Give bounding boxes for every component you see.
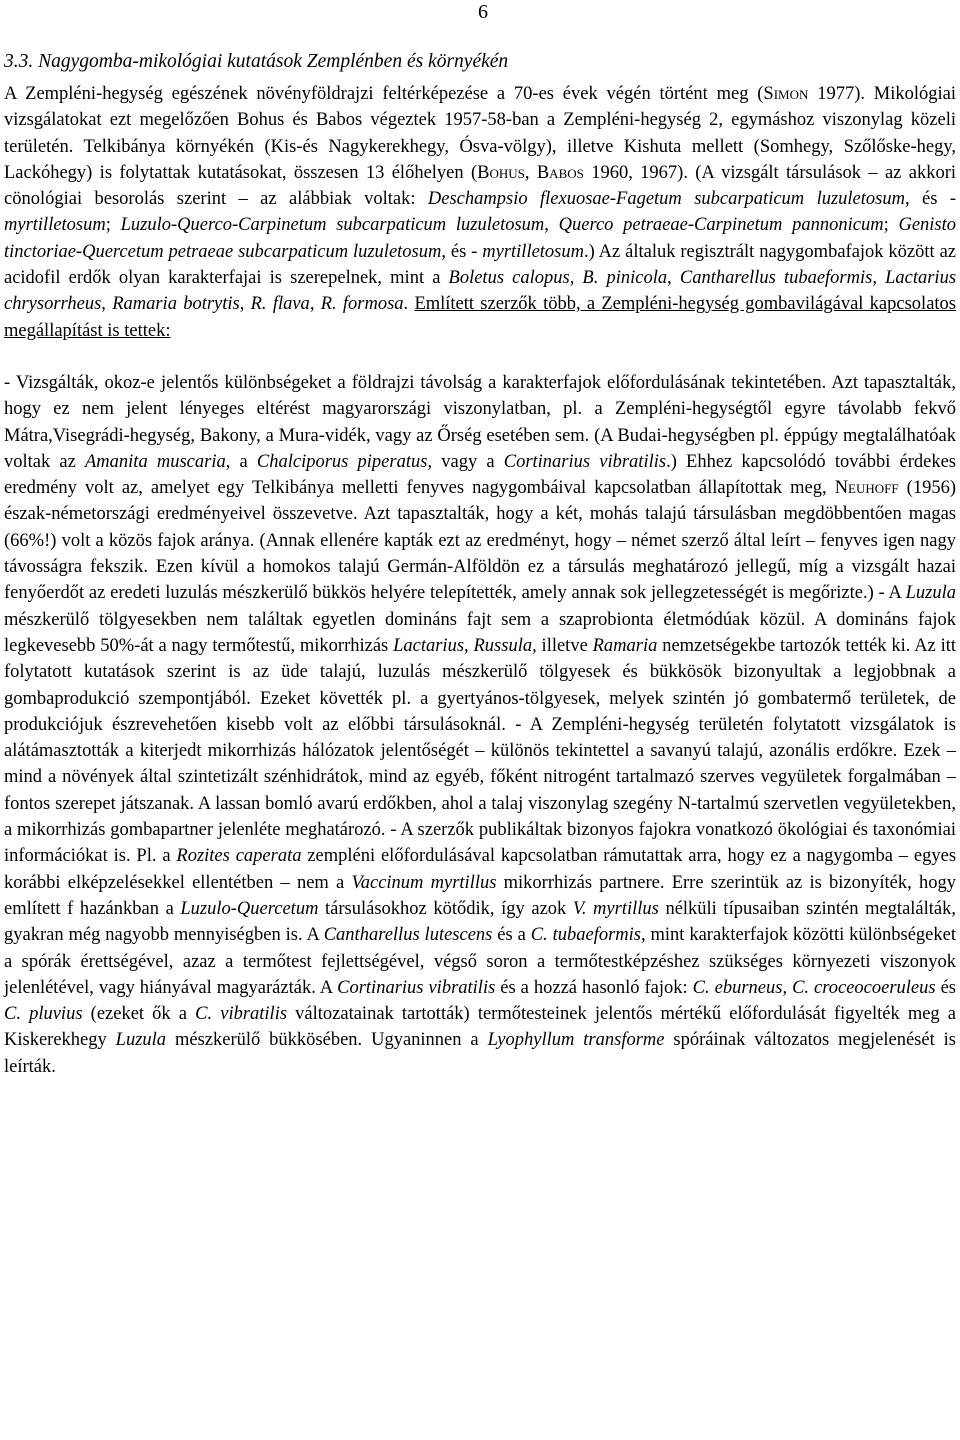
- paragraph: - Vizsgálták, okoz-e jelentős különbségeket a földrajzi távolság a karakterfajok előfordulásának tekintetében. Azt tapasztalták, hogy ez nem jelent lényeges eltérést magyarországi viszonylatban, pl. a Zempléni-hegységtől egyre távolabb fekvő Mátra,Visegrádi-hegység, Bakony, a Mura-vidék, vagy az Őrség esetében sem. (A Budai-hegységben pl. éppúgy megtalálhatóak voltak az Amanita muscaria, a Chalciporus piperatus, vagy a Cortinarius vibratilis.) Ehhez kapcsolódó további érdekes eredmény volt az, amelyet egy Telkibánya melletti fenyves nagygombáival kapcsolatban állapítottak meg, Neuhoff (1956) észak-németországi eredményeivel összevetve. Azt tapasztalták, hogy a két, mohás talajú társulásban megdöbbentően magas (66%!) volt a közös fajok aránya. (Annak ellenére kapták ezt az eredményt, hogy – német szerző által leírt – fenyves igen nagy távosságra fekszik. Ezen kívül a homokos talajú Germán-Alföldön ez a társulás meghatározó jellegű, míg a vizsgált hazai fenyőerdőt az eredeti luzulás mészkerülő bükkös helyére telepítették, amely annak sok jellegzetességét is megőrizte.) - A Luzula mészkerülő tölgyesekben nem találtak egyetlen domináns fajt sem a szaprobionta életmódúak közül. A domináns fajok legkevesebb 50%-át a nagy termőtestű, mikorrhizás Lactarius, Russula, illetve Ramaria nemzetségekbe tartozók tették ki. Az itt folytatott kutatások szerint is az üde talajú, luzulás mészkerülő tölgyesek és bükkösök bizonyultak a legjobbnak a gombaprodukció szempontjából. Ezeket követték pl. a gyertyános-tölgyesek, melyek szintén jó gombatermő területek, de produkciójuk észrevehetően kisebb volt az előbbi társulásoknál. - A Zempléni-hegység területén folytatott vizsgálatok is alátámasztották a kiterjedt mikorrhizás hálózatok jelentőségét – különös tekintettel a savanyú talajú, azonális erdőkre. Ezek – mind a növények által szintetizált szénhidrátok, mind az egyéb, főként nitrogént tartalmazó szerves vegyületek forgalmában – fontos szerepet játszanak. A lassan bomló avarú erdőkben, ahol a talaj viszonylag szegény N-tartalmú szervetlen vegyületekben, a mikorrhizás gombapartner jelenléte meghatározó. - A szerzők publikáltak bizonyos fajokra vonatkozó ökológiai és taxonómiai információkat is. Pl. a Rozites caperata zempléni előfordulásával kapcsolatban rámutattak arra, hogy ez a nagygomba – egyes korábbi elképzelésekkel ellentétben – nem a Vaccinum myrtillus mikorrhizás partnere. Erre szerintük az is bizonyíték, hogy említett f hazánkban a Luzulo-Quercetum társulásokhoz kötődik, így azok V. myrtillus nélküli típusaiban szintén megtalálták, gyakran még nagyobb mennyiségben is. A Cantharellus lutescens és a C. tubaeformis, mint karakterfajok közötti különbségeket a spórák érettségével, azaz a termőtest fejlettségével, végső soron a termőtestképzéshez szükséges környezeti viszonyok jelenlétével, vagy hiányával magyarázták. A Cortinarius vibratilis és a hozzá hasonló fajok: C. eburneus, C. croceocoeruleus és C. pluvius (ezeket ők a C. vibratilis változatainak tartották) termőtesteinek jelentős mértékű előfordulását figyelték meg a Kiskerekhegy Luzula mészkerülő bükkösében. Ugyaninnen a Lyophyllum transforme spóráinak változatos megjelenését is leírták.: [4, 372, 957, 1077]
- italic-term: Lyophyllum transforme: [487, 1030, 665, 1051]
- italic-term: Cantharellus tubaeformis: [679, 268, 873, 289]
- italic-term: Vaccinum myrtillus: [351, 872, 497, 893]
- italic-term: Amanita muscaria: [85, 451, 226, 472]
- italic-term: Rozites caperata: [176, 846, 302, 867]
- italic-term: Cortinarius vibratilis: [337, 977, 496, 998]
- italic-term: myrtilletosum: [4, 215, 106, 236]
- italic-term: Cantharellus lutescens: [323, 925, 493, 946]
- italic-term: Luzulo-Querco-Carpinetum subcarpaticum luzuletosum: [120, 215, 545, 236]
- section-heading: 3.3. Nagygomba-mikológiai kutatások Zemplénben és környékén: [4, 51, 509, 72]
- author-name: Neuhoff: [834, 478, 899, 499]
- italic-term: Lactarius chrysorrheus: [4, 268, 957, 315]
- body-text: [4, 81, 956, 1080]
- italic-term: C. pluvius: [4, 1004, 83, 1025]
- italic-term: Chalciporus piperatus: [256, 451, 428, 472]
- italic-term: Ramaria: [592, 635, 658, 656]
- italic-term: Genisto tinctoriae-Quercetum petraeae subcarpaticum luzuletosum: [4, 215, 957, 262]
- italic-term: Ramaria botrytis: [112, 294, 240, 315]
- italic-term: Boletus calopus, B.: [448, 268, 599, 289]
- author-name: Babos: [536, 162, 584, 183]
- author-name: Bohus: [477, 162, 525, 183]
- underlined-text: Említett szerzők több, a Zempléni-hegység gombavilágával kapcsolatos megállapítást is tettek:: [4, 294, 956, 341]
- italic-term: Cortinarius vibratilis: [503, 451, 667, 472]
- italic-term: C. eburneus: [692, 977, 783, 998]
- italic-term: C. vibratilis: [195, 1004, 288, 1025]
- italic-term: pinicola: [606, 268, 668, 289]
- italic-term: C. tubaeformis: [530, 925, 641, 946]
- italic-term: myrtilletosum: [482, 241, 584, 262]
- italic-term: Luzula: [905, 583, 956, 604]
- italic-term: Querco petraeae-Carpinetum pannonicum: [558, 215, 884, 236]
- italic-term: R. flava: [250, 294, 310, 315]
- italic-term: V. myrtillus: [572, 898, 659, 919]
- italic-term: C. croceocoeruleus: [792, 977, 936, 998]
- italic-term: R. formosa: [320, 294, 404, 315]
- italic-term: Deschampsio flexuosae-Fagetum subcarpaticum luzuletosum: [427, 189, 905, 210]
- italic-term: Luzulo-Quercetum: [180, 898, 319, 919]
- italic-term: Luzula: [115, 1030, 167, 1051]
- page-number: 6: [478, 1, 488, 23]
- italic-term: Lactarius: [393, 635, 465, 656]
- paragraph: A Zempléni-hegység egészének növényföldrajzi feltérképezése a 70-es évek végén történt meg (Simon 1977). Mikológiai vizsgálatokat ezt megelőzően Bohus és Babos végeztek 1957-58-ban a Zempléni-hegység 2, egymáshoz viszonylag közeli területén. Telkibánya környékén (Kis-és Nagykerekhegy, Ósva-völgy), illetve Kishuta mellett (Somhegy, Szőlőske-hegy, Lackóhegy) is folytattak kutatásokat, összesen 13 élőhelyen (Bohus, Babos 1960, 1967). (A vizsgált társulások – az akkori cönológiai besorolás szerint – az alábbiak voltak: Deschampsio flexuosae-Fagetum subcarpaticum luzuletosum, és - myrtilletosum; Luzulo-Querco-Carpinetum subcarpaticum luzuletosum, Querco petraeae-Carpinetum pannonicum; Genisto tinctoriae-Quercetum petraeae subcarpaticum luzuletosum, és - myrtilletosum.) Az általuk regisztrált nagygombafajok között az acidofil erdők olyan karakterfajai is szerepelnek, mint a Boletus calopus, B. pinicola, Cantharellus tubaeformis, Lactarius chrysorrheus, Ramaria botrytis, R. flava, R. formosa. Említett szerzők több, a Zempléni-hegység gombavilágával kapcsolatos megállapítást is tettek:: [4, 84, 957, 341]
- italic-term: Russula: [473, 635, 533, 656]
- author-name: Simon: [763, 84, 809, 104]
